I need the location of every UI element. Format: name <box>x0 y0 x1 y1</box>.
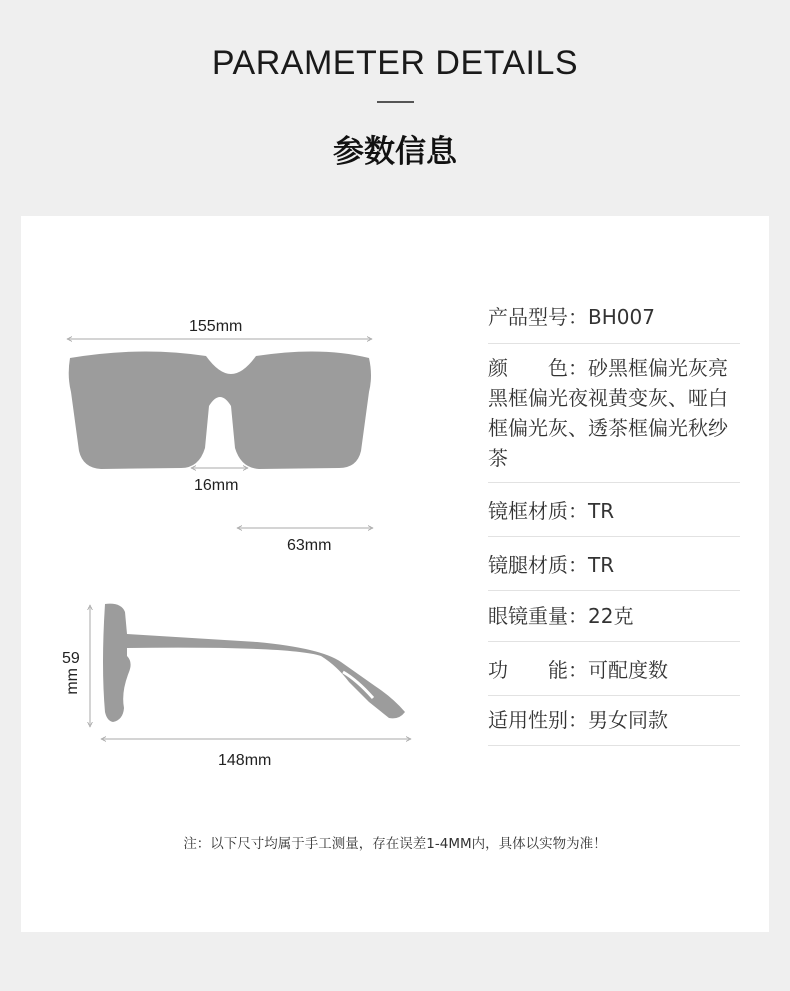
spec-value: 22克 <box>588 604 634 628</box>
spec-colon: ： <box>568 305 588 329</box>
bridge-width-label: 16mm <box>194 477 239 494</box>
parameter-panel <box>21 216 769 932</box>
spec-label: 镜腿材质 <box>488 553 568 577</box>
page-title: PARAMETER DETAILS <box>211 44 579 82</box>
spec-colon: ： <box>568 356 588 380</box>
lens-height-unit-label: mm <box>64 668 81 695</box>
spec-value: 男女同款 <box>588 708 668 732</box>
spec-label: 颜 色 <box>488 356 568 380</box>
spec-value: 可配度数 <box>588 658 668 682</box>
spec-value: 砂黑框偏光灰亮黑框偏光夜视黄变灰、哑白框偏光灰、透茶框偏光秋纱茶 <box>488 356 728 470</box>
spec-colon: ： <box>568 708 588 732</box>
measurement-note: 注：以下尺寸均属于手工测量，存在误差1-4MM内，具体以实物为准！ <box>183 836 607 852</box>
lens-height-label: 59 <box>62 650 80 667</box>
side-view-glasses <box>103 604 405 722</box>
spec-row-temple-material <box>488 537 740 591</box>
page-subtitle: 参数信息 <box>333 134 457 170</box>
spec-colon: ： <box>568 604 588 628</box>
spec-label: 功 能 <box>488 658 568 682</box>
temple-length-label: 148mm <box>218 752 272 769</box>
front-view-glasses <box>69 351 371 469</box>
spec-row-gender <box>488 696 740 746</box>
title-divider <box>377 101 414 103</box>
lens-width-label: 63mm <box>287 537 332 554</box>
spec-value: TR <box>588 499 615 523</box>
spec-row-frame-material <box>488 483 740 537</box>
spec-label: 适用性别 <box>488 708 568 732</box>
spec-row-function <box>488 642 740 696</box>
spec-row-weight <box>488 591 740 642</box>
spec-colon: ： <box>568 658 588 682</box>
spec-value: TR <box>588 553 615 577</box>
spec-label: 眼镜重量 <box>488 604 568 628</box>
spec-row-model <box>488 296 740 344</box>
spec-colon: ： <box>568 499 588 523</box>
spec-row-color <box>488 344 740 483</box>
spec-list <box>488 296 740 746</box>
spec-label: 镜框材质 <box>488 499 568 523</box>
spec-value: BH007 <box>588 305 655 329</box>
spec-label: 产品型号 <box>488 305 568 329</box>
spec-colon: ： <box>568 553 588 577</box>
front-width-label: 155mm <box>189 318 243 335</box>
